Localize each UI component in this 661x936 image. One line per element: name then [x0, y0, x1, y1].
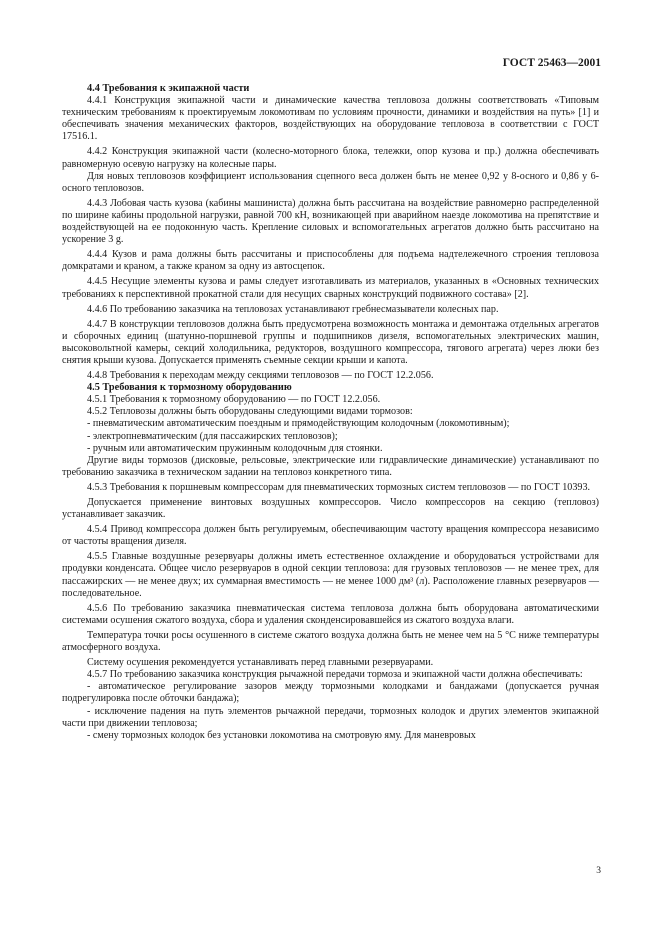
- paragraph-4-4-5: 4.4.5 Несущие элементы кузова и рамы следует изготавливать из материалов, указанных в «Основных технических требованиях к перспективной прокатной стали для несущих сварных конструкций подвижного состава» [2].: [62, 276, 599, 300]
- paragraph-dryer-placement: Систему осушения рекомендуется устанавливать перед главными резервуарами.: [87, 657, 434, 669]
- paragraph-other-brakes: Другие виды тормозов (дисковые, рельсовые, электрические или гидравлические динамические) устанавливают по требованию заказчика в техническом задании на тепловоз конкретного типа.: [62, 454, 599, 478]
- paragraph-4-5-2: 4.5.2 Тепловозы должны быть оборудованы следующими видами тормозов:: [87, 406, 413, 418]
- paragraph-4-5-4: 4.5.4 Привод компрессора должен быть регулируемым, обеспечивающим частоту вращения компрессора независимо от частоты вращения дизеля.: [62, 524, 599, 548]
- paragraph-screw-compressors: Допускается применение винтовых воздушных компрессоров. Число компрессоров на секцию (тепловоз) устанавливает заказчик.: [62, 497, 599, 521]
- list-item-fall-prevention: - исключение падения на путь элементов рычажной передачи, тормозных колодок и других элементов экипажной части при движении тепловоза;: [62, 705, 599, 729]
- paragraph-4-4-2: 4.4.2 Конструкция экипажной части (колесно-моторного блока, тележки, опор кузова и пр.) должна обеспечивать равномерную осевую нагрузку на колесные пары.: [62, 146, 599, 170]
- page-number: 3: [596, 866, 601, 876]
- document-number: ГОСТ 25463—2001: [502, 57, 601, 69]
- paragraph-4-5-5: 4.5.5 Главные воздушные резервуары должны иметь естественное охлаждение и оборудоваться устройствами для продувки конденсата. Общее число резервуаров в одной секции тепловоза: для грузовых тепловозов — не менее трех, для пассажирских — не менее двух; их суммарная вместимость — не менее 1000 дм³ (л). Расположение главных резервуаров — последовательное.: [62, 551, 599, 599]
- section-heading-4-4: 4.4 Требования к экипажной части: [87, 83, 250, 94]
- paragraph-adhesion-coefficient: Для новых тепловозов коэффициент использования сцепного веса должен быть не менее 0,92 у 8-осного и 0,86 у 6-осного тепловозов.: [62, 170, 599, 194]
- paragraph-4-5-1: 4.5.1 Требования к тормозному оборудованию — по ГОСТ 12.2.056.: [87, 394, 381, 406]
- paragraph-4-4-4: 4.4.4 Кузов и рама должны быть рассчитаны и приспособлены для подъема надтележечного строения тепловоза домкратами и краном, а также краном за одну из автосцепок.: [62, 249, 599, 273]
- paragraph-4-4-3: 4.4.3 Лобовая часть кузова (кабины машиниста) должна быть рассчитана на воздействие равномерно распределенной по ширине кабины продольной нагрузки, равной 700 кН, возникающей при аварийном наезде локомотива на препятствие и воздействующей на ее подоконную часть. Крепление силовых и вспомогательных агрегатов должно быть рассчитано на ускорение 3 g.: [62, 197, 599, 246]
- list-item-pneumatic: - пневматическим автоматическим поездным и прямодействующим колодочным (локомотивным);: [87, 418, 510, 430]
- paragraph-4-4-8: 4.4.8 Требования к переходам между секциями тепловозов — по ГОСТ 12.2.056.: [87, 370, 434, 382]
- list-item-auto-adjust: - автоматическое регулирование зазоров между тормозными колодками и бандажами (допускается ручная подрегулировка после обточки бандажа);: [62, 681, 599, 705]
- paragraph-4-5-6: 4.5.6 По требованию заказчика пневматическая система тепловоза должна быть оборудована автоматическими системами осушения сжатого воздуха, сбора и удаления сконденсировавшейся из сжатого воздуха влаги.: [62, 602, 599, 626]
- paragraph-4-5-7: 4.5.7 По требованию заказчика конструкция рычажной передачи тормоза и экипажной части должна обеспечивать:: [87, 669, 583, 681]
- paragraph-4-5-3: 4.5.3 Требования к поршневым компрессорам для пневматических тормозных систем тепловозов — по ГОСТ 10393.: [87, 481, 591, 493]
- paragraph-4-4-7: 4.4.7 В конструкции тепловозов должна быть предусмотрена возможность монтажа и демонтажа отдельных агрегатов и сборочных единиц (шатунно-поршневой группы и подшипников дизеля, вспомогательных электрических машин, высоковольтной камеры, секций холодильника, редукторов, воздушного компрессора, тягового агрегата) через люки без снятия крыши кузова. Допускается применять съемные секции крыши и капота.: [62, 318, 599, 366]
- list-item-electropneumatic: - электропневматическим (для пассажирских тепловозов);: [87, 430, 338, 442]
- paragraph-4-4-1: 4.4.1 Конструкция экипажной части и динамические качества тепловоза должны соответствовать «Типовым техническим требованиям к проектируемым локомотивам по условиям прочности, динамики и воздействия на путь» [1] и обеспечивать значения механических факторов, воздействующих на оборудование тепловоза в соответствии с ГОСТ 17516.1.: [62, 95, 599, 143]
- list-item-parking-brake: - ручным или автоматическим пружинным колодочным для стоянки.: [87, 442, 383, 454]
- paragraph-4-4-6: 4.4.6 По требованию заказчика на тепловозах устанавливают гребнесмазыватели колесных пар.: [87, 303, 499, 315]
- section-heading-4-5: 4.5 Требования к тормозному оборудованию: [87, 382, 292, 394]
- paragraph-dew-point: Температура точки росы осушенного в системе сжатого воздуха должна быть не менее чем на 5 °С ниже температуры атмосферного воздуха.: [62, 629, 599, 654]
- list-item-shoe-replacement: - смену тормозных колодок без установки локомотива на смотровую яму. Для маневровых: [87, 729, 476, 741]
- page-content: [62, 83, 599, 742]
